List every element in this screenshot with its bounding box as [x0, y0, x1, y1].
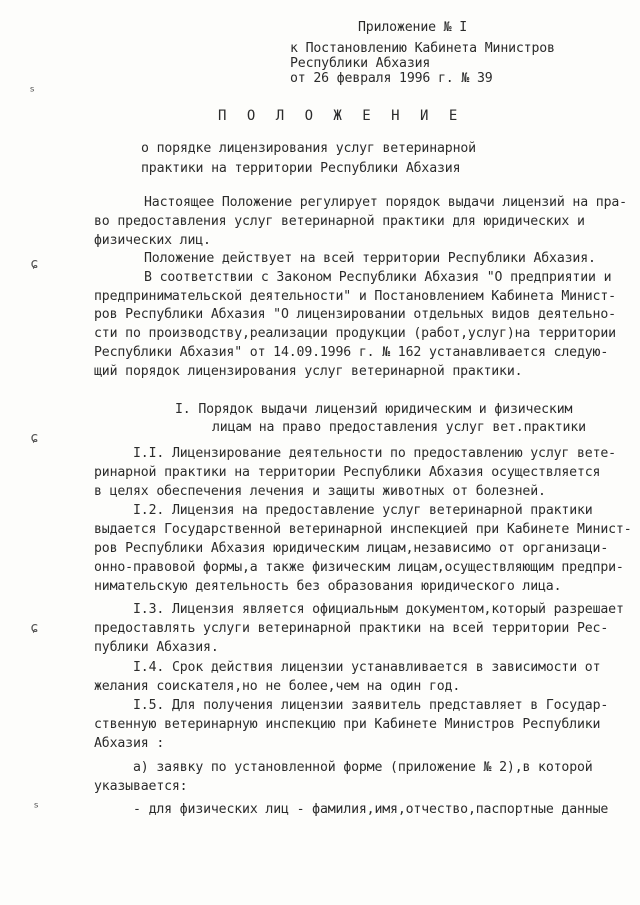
- body-line: указывается:: [94, 779, 188, 794]
- body-line: Абхазия :: [94, 736, 165, 751]
- margin-mark: ɕ: [30, 430, 39, 446]
- intro-line: щий порядок лицензирования услуг ветеринарной практики.: [94, 364, 523, 379]
- section-heading-line1: I. Порядок выдачи лицензий юридическим и физическим: [175, 402, 573, 417]
- body-line: I.4. Срок действия лицензии устанавливается в зависимости от: [133, 660, 601, 675]
- appendix-republic: Республики Абхазия: [290, 56, 431, 71]
- appendix-reference: к Постановлению Кабинета Министров: [290, 41, 555, 56]
- intro-line: Настоящее Положение регулирует порядок выдачи лицензий на пра-: [144, 195, 627, 210]
- intro-line: физических лиц.: [94, 233, 211, 248]
- body-line: I.5. Для получения лицензии заявитель представляет в Государ-: [133, 698, 609, 713]
- appendix-date: от 26 февраля 1996 г. № 39: [290, 71, 493, 86]
- margin-mark: ˢ: [32, 800, 41, 816]
- body-line: I.2. Лицензия на предоставление услуг ветеринарной практики: [133, 503, 593, 518]
- appendix-number: Приложение № I: [358, 20, 468, 35]
- body-line: выдается Государственной ветеринарной инспекцией при Кабинете Минист-: [94, 522, 632, 537]
- body-line: желания соискателя,но не более,чем на один год.: [94, 679, 461, 694]
- body-line: I.3. Лицензия является официальным документом,который разрешает: [133, 602, 624, 617]
- margin-mark: ˢ: [28, 84, 37, 100]
- margin-mark: ɕ: [30, 256, 39, 272]
- intro-line: В соответствии с Законом Республики Абхазия "О предприятии и: [144, 270, 612, 285]
- intro-line: во предоставления услуг ветеринарной практики для юридических и: [94, 214, 585, 229]
- body-line: а) заявку по установленной форме (приложение № 2),в которой: [133, 760, 593, 775]
- body-line: ров Республики Абхазия юридическим лицам,независимо от организаци-: [94, 541, 609, 556]
- section-heading-line2: лицам на право предоставления услуг вет.практики: [212, 420, 586, 435]
- intro-line: Положение действует на всей территории Республики Абхазия.: [144, 251, 596, 266]
- document-subtitle-line2: практики на территории Республики Абхазия: [141, 161, 461, 176]
- body-line: - для физических лиц - фамилия,имя,отчество,паспортные данные: [133, 802, 609, 817]
- body-line: предоставлять услуги ветеринарной практики на всей территории Рес-: [94, 621, 609, 636]
- body-line: I.I. Лицензирование деятельности по предоставлению услуг вете-: [133, 446, 616, 461]
- body-line: ственную ветеринарную инспекцию при Кабинете Министров Республики: [94, 717, 601, 732]
- document-title: П О Л О Ж Е Н И Е: [218, 108, 464, 124]
- body-line: онно-правовой формы,а также физическим лицам,осуществляющим предпри-: [94, 560, 624, 575]
- body-line: ринарной практики на территории Республики Абхазия осуществляется: [94, 465, 601, 480]
- margin-mark: ɕ: [30, 620, 39, 636]
- document-subtitle-line1: о порядке лицензирования услуг ветеринарной: [141, 141, 476, 156]
- intro-line: сти по производству,реализации продукции (работ,услуг)на территории: [94, 326, 616, 341]
- body-line: публики Абхазия.: [94, 640, 219, 655]
- body-line: в целях обеспечения лечения и защиты животных от болезней.: [94, 484, 546, 499]
- intro-line: Республики Абхазия" от 14.09.1996 г. № 162 устанавливается следую-: [94, 345, 609, 360]
- body-line: нимательскую деятельность без образования юридического лица.: [94, 579, 562, 594]
- intro-line: предпринимательской деятельности" и Постановлением Кабинета Минист-: [94, 289, 616, 304]
- intro-line: ров Республики Абхазия "О лицензировании отдельных видов деятельно-: [94, 307, 616, 322]
